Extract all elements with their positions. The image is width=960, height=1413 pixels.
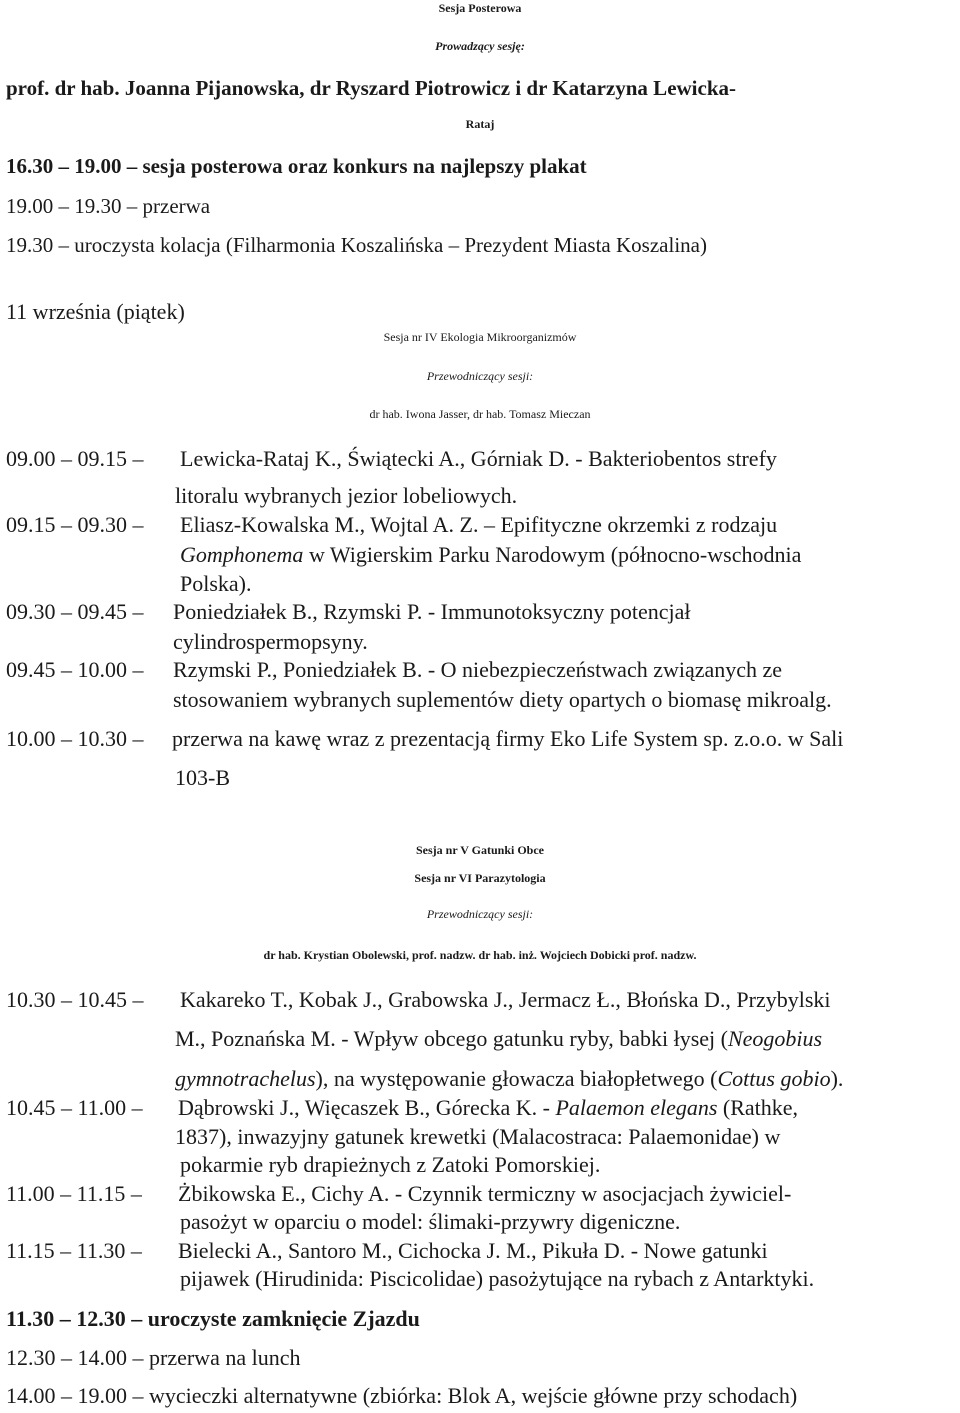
talk-text: litoralu wybranych jezior lobeliowych. xyxy=(175,483,518,508)
talk-text: pasożyt w oparciu o model: ślimaki-przywry digeniczne. xyxy=(180,1209,681,1234)
session-5-title: Sesja nr V Gatunki Obce xyxy=(415,843,545,857)
poster-session-title: Sesja Posterowa xyxy=(438,1,522,15)
talk-text: Eliasz-Kowalska M., Wojtal A. Z. – Epifityczne okrzemki z rodzaju xyxy=(180,512,778,537)
session-4-chair-label: Przewodniczący sesji: xyxy=(426,369,534,383)
talk-text-rest: w Wigierskim Parku Narodowym (północno-wschodnia xyxy=(303,542,802,567)
talk-text: stosowaniem wybranych suplementów diety opartych o biomasę mikroalg. xyxy=(173,687,832,712)
talk-text-line-2 xyxy=(180,544,801,566)
talk-text: Rzymski P., Poniedziałek B. - O niebezpieczeństwach związanych ze xyxy=(173,657,783,682)
session-56-chairs: dr hab. Krystian Obolewski, prof. nadzw. dr hab. inż. Wojciech Dobicki prof. nadzw. xyxy=(263,948,697,962)
break-line: 19.00 – 19.30 – przerwa xyxy=(6,194,211,218)
talk-text: (Rathke, xyxy=(717,1095,799,1120)
talk-time: 09.30 – 09.45 – xyxy=(6,599,144,624)
species-name: Palaemon elegans xyxy=(555,1095,718,1120)
talk-time: 09.00 – 09.15 – xyxy=(6,446,144,471)
session-4-chairs: dr hab. Iwona Jasser, dr hab. Tomasz Mieczan xyxy=(369,407,591,421)
talk-text: Bielecki A., Santoro M., Cichocka J. M., Pikuła D. - Nowe gatunki xyxy=(178,1238,768,1263)
lunch-break-line: 12.30 – 14.00 – przerwa na lunch xyxy=(6,1345,301,1370)
session-56-chair-label: Przewodniczący sesji: xyxy=(426,907,534,921)
session-4-title: Sesja nr IV Ekologia Mikroorganizmów xyxy=(383,330,577,344)
talk-text: przerwa na kawę wraz z prezentacją firmy Eko Life System sp. z.o.o. w Sali xyxy=(172,726,844,751)
talk-text: Polska). xyxy=(180,571,252,596)
poster-time-line: 16.30 – 19.00 – sesja posterowa oraz konkurs na najlepszy plakat xyxy=(6,154,587,178)
closing-ceremony-line: 11.30 – 12.30 – uroczyste zamknięcie Zjazdu xyxy=(6,1306,420,1331)
talk-text: Dąbrowski J., Więcaszek B., Górecka K. - xyxy=(178,1095,556,1120)
talk-text: cylindrospermopsyny. xyxy=(173,629,368,654)
poster-chair-label: Prowadzący sesję: xyxy=(435,39,525,53)
species-name: gymnotrachelus xyxy=(175,1066,316,1091)
species-name: Cottus gobio xyxy=(717,1066,831,1091)
session-6-title: Sesja nr VI Parazytologia xyxy=(414,871,546,885)
talk-time: 09.15 – 09.30 – xyxy=(6,512,144,537)
talk-text-line-2 xyxy=(175,1028,822,1050)
talk-time: 11.15 – 11.30 – xyxy=(6,1238,142,1263)
genus-name: Gomphonema xyxy=(180,542,304,567)
poster-chairs-line-2: Rataj xyxy=(465,117,495,131)
talk-text: 103-B xyxy=(175,765,230,790)
day-label: 11 września (piątek) xyxy=(6,299,185,324)
talk-text: ). xyxy=(830,1066,844,1091)
talk-text: pijawek (Hirudinida: Piscicolidae) pasożytujące na rybach z Antarktyki. xyxy=(180,1266,815,1291)
talk-time: 10.45 – 11.00 – xyxy=(6,1095,143,1120)
talk-time: 10.00 – 10.30 – xyxy=(6,726,144,751)
talk-time: 11.00 – 11.15 – xyxy=(6,1181,142,1206)
excursions-line: 14.00 – 19.00 – wycieczki alternatywne (zbiórka: Blok A, wejście główne przy schodach) xyxy=(6,1383,798,1408)
talk-text: Kakareko T., Kobak J., Grabowska J., Jermacz Ł., Błońska D., Przybylski xyxy=(180,987,831,1012)
talk-text: pokarmie ryb drapieżnych z Zatoki Pomorskiej. xyxy=(180,1152,601,1177)
talk-text: M., Poznańska M. - Wpływ obcego gatunku ryby, babki łysej ( xyxy=(175,1026,728,1051)
talk-text: Żbikowska E., Cichy A. - Czynnik termiczny w asocjacjach żywiciel- xyxy=(178,1181,792,1206)
talk-time: 10.30 – 10.45 – xyxy=(6,987,144,1012)
poster-chairs-line-1: prof. dr hab. Joanna Pijanowska, dr Ryszard Piotrowicz i dr Katarzyna Lewicka- xyxy=(6,76,737,100)
talk-text: ), na występowanie głowacza białopłetwego ( xyxy=(315,1066,718,1091)
genus-name: Neogobius xyxy=(727,1026,823,1051)
talk-text: 1837), inwazyjny gatunek krewetki (Malacostraca: Palaemonidae) w xyxy=(175,1124,781,1149)
dinner-line: 19.30 – uroczysta kolacja (Filharmonia Koszalińska – Prezydent Miasta Koszalina) xyxy=(6,233,707,257)
talk-text-line-3 xyxy=(175,1068,843,1090)
talk-text: Lewicka-Rataj K., Świątecki A., Górniak D. - Bakteriobentos strefy xyxy=(180,446,777,471)
talk-text: Poniedziałek B., Rzymski P. - Immunotoksyczny potencjał xyxy=(173,599,691,624)
talk-text-line-1 xyxy=(178,1097,798,1119)
talk-time: 09.45 – 10.00 – xyxy=(6,657,144,682)
